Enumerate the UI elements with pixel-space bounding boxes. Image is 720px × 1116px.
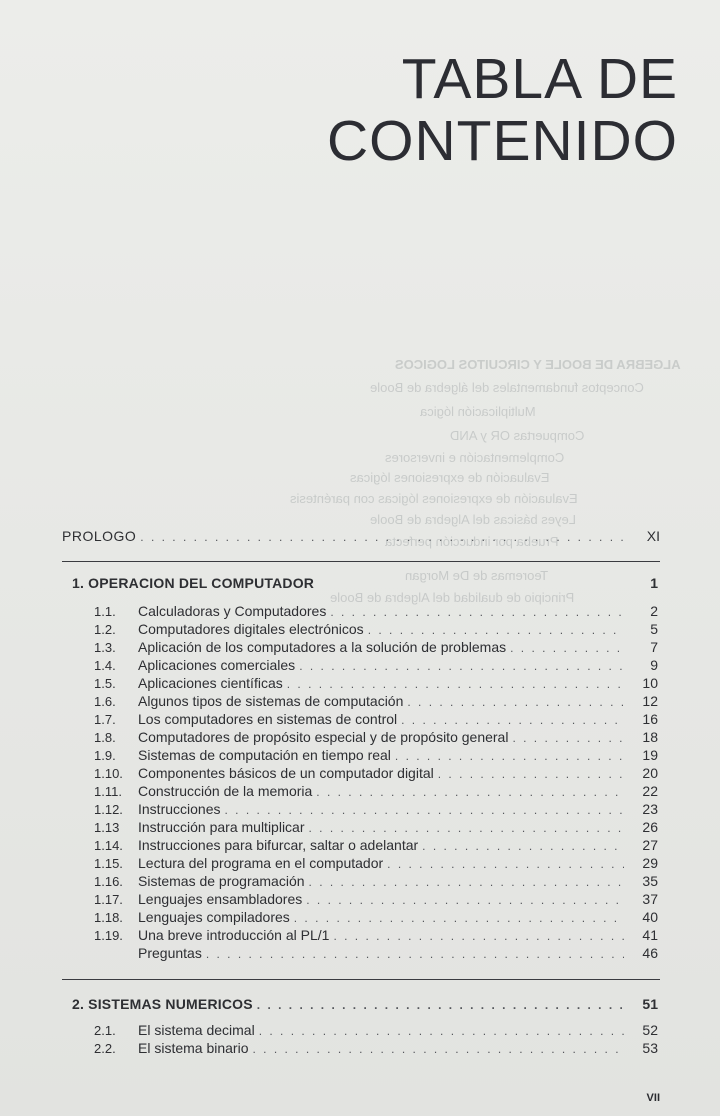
section-page-number: 20 <box>642 765 658 781</box>
section-number: 1.17. <box>94 892 123 907</box>
section-number: 1.4. <box>94 658 116 673</box>
toc-entry[interactable] <box>94 1022 658 1038</box>
section-page-number: 40 <box>642 909 658 925</box>
toc-entry[interactable] <box>94 621 658 637</box>
section-number: 1.10. <box>94 766 123 781</box>
section-label: Preguntas <box>138 945 202 961</box>
section-rule <box>62 979 660 980</box>
section-page-number: 53 <box>642 1040 658 1056</box>
leader-dots <box>401 713 624 727</box>
section-number: 1.18. <box>94 910 123 925</box>
leader-dots <box>407 695 624 709</box>
section-page-number: 12 <box>642 693 658 709</box>
section-label: Lectura del programa en el computador <box>138 855 384 871</box>
leader-dots <box>257 998 624 1012</box>
section-number: 1.9. <box>94 748 116 763</box>
section-number: 1.14. <box>94 838 123 853</box>
section-label: Computadores digitales electrónicos <box>138 621 364 637</box>
bleed-line: Compuertas OR y AND <box>450 428 585 443</box>
title-line-1: TABLA DE <box>401 47 678 111</box>
section-page-number: 18 <box>642 729 658 745</box>
leader-dots <box>306 893 624 907</box>
toc-chapter-2[interactable] <box>72 996 658 1012</box>
section-page-number: 37 <box>642 891 658 907</box>
toc-entry[interactable] <box>94 693 658 709</box>
toc-entry[interactable] <box>94 801 658 817</box>
section-number: 1.1. <box>94 604 116 619</box>
toc-entry[interactable] <box>94 783 658 799</box>
section-page-number: 35 <box>642 873 658 889</box>
section-number: 1.5. <box>94 676 116 691</box>
section-number: 1.16. <box>94 874 123 889</box>
leader-dots <box>395 749 624 763</box>
leader-dots <box>333 929 624 943</box>
toc-entry[interactable] <box>94 747 658 763</box>
bleed-line: Multiplicación lógica <box>420 404 536 419</box>
bleed-line: Complementación e inversores <box>385 450 565 465</box>
section-label: El sistema binario <box>138 1040 249 1056</box>
section-label: Componentes básicos de un computador digital <box>138 765 434 781</box>
leader-dots <box>140 530 626 544</box>
section-page-number: 10 <box>642 675 658 691</box>
title-line-2: CONTENIDO <box>327 109 678 173</box>
page-folio: VII <box>646 1092 660 1104</box>
toc-entry[interactable] <box>94 855 658 871</box>
toc-entry[interactable] <box>94 873 658 889</box>
section-page-number: 29 <box>642 855 658 871</box>
section-label: Algunos tipos de sistemas de computación <box>138 693 404 709</box>
section-label: Lenguajes ensambladores <box>138 891 303 907</box>
bleed-line: Evaluación de expresiones lógicas <box>350 470 550 485</box>
leader-dots <box>309 821 624 835</box>
section-label: Aplicaciones comerciales <box>138 657 296 673</box>
section-page-number: 22 <box>642 783 658 799</box>
leader-dots <box>387 857 624 871</box>
section-page-number: 26 <box>642 819 658 835</box>
section-number: 1.12. <box>94 802 123 817</box>
section-label: Instrucciones para bifurcar, saltar o adelantar <box>138 837 419 853</box>
section-label: Lenguajes compiladores <box>138 909 290 925</box>
section-page-number: 19 <box>642 747 658 763</box>
section-number: 1.11. <box>94 784 122 799</box>
section-label: El sistema decimal <box>138 1022 255 1038</box>
leader-dots <box>512 731 624 745</box>
section-label: Sistemas de computación en tiempo real <box>138 747 391 763</box>
leader-dots <box>330 605 624 619</box>
toc-entry[interactable] <box>94 639 658 655</box>
section-page-number: 5 <box>650 621 658 637</box>
section-number: 1.7. <box>94 712 116 727</box>
section-rule <box>62 561 660 562</box>
toc-chapter-1[interactable] <box>72 575 658 591</box>
leader-dots <box>287 677 624 691</box>
section-label: Aplicaciones científicas <box>138 675 283 691</box>
toc-entry[interactable] <box>94 1040 658 1056</box>
section-label: Sistemas de programación <box>138 873 305 889</box>
leader-dots <box>309 875 624 889</box>
section-number: 2.2. <box>94 1041 116 1056</box>
section-page-number: 52 <box>642 1022 658 1038</box>
chapter-label: 1. OPERACION DEL COMPUTADOR <box>72 575 315 591</box>
section-page-number: 9 <box>650 657 658 673</box>
toc-page-number: XI <box>646 528 660 544</box>
section-number: 1.6. <box>94 694 116 709</box>
toc-entry[interactable] <box>94 657 658 673</box>
leader-dots <box>299 659 624 673</box>
leader-dots <box>294 911 624 925</box>
section-number: 1.19. <box>94 928 123 943</box>
section-number: 1.2. <box>94 622 116 637</box>
section-number: 1.8. <box>94 730 116 745</box>
section-number: 1.15. <box>94 856 123 871</box>
toc-entry-preguntas[interactable] <box>94 945 658 961</box>
page-title <box>327 48 678 172</box>
bleed-line: Leyes básicas del Algebra de Boole <box>370 512 576 527</box>
chapter-page-number: 1 <box>650 575 658 591</box>
toc-entry[interactable] <box>94 909 658 925</box>
section-number: 2.1. <box>94 1023 116 1038</box>
leader-dots <box>259 1024 624 1038</box>
section-label: Construcción de la memoria <box>138 783 313 799</box>
section-number: 1.3. <box>94 640 116 655</box>
toc-entry[interactable] <box>94 675 658 691</box>
bleed-line: Prueba por inducción perfecta <box>385 534 559 549</box>
leader-dots <box>422 839 624 853</box>
toc-entry[interactable] <box>94 729 658 745</box>
toc-entry[interactable] <box>94 711 658 727</box>
section-label: Los computadores en sistemas de control <box>138 711 398 727</box>
bleed-line: Evaluación de expresiones lógicas con paréntesis <box>290 491 578 506</box>
toc-label: PROLOGO <box>62 528 137 544</box>
leader-dots <box>224 803 624 817</box>
section-label: Calculadoras y Computadores <box>138 603 327 619</box>
section-page-number: 27 <box>642 837 658 853</box>
section-number: 1.13 <box>94 820 120 835</box>
section-label: Una breve introducción al PL/1 <box>138 927 330 943</box>
leader-dots <box>206 947 624 961</box>
section-page-number: 7 <box>650 639 658 655</box>
section-label: Computadores de propósito especial y de propósito general <box>138 729 509 745</box>
bleed-heading: ALGEBRA DE BOOLE Y CIRCUITOS LOGICOS <box>395 357 681 372</box>
bleed-line: Teoremas de De Morgan <box>405 568 549 583</box>
bleed-line: Conceptos fundamentales del álgebra de Boole <box>370 380 644 395</box>
toc-entry[interactable] <box>94 765 658 781</box>
leader-dots <box>368 623 624 637</box>
leader-dots <box>316 785 624 799</box>
toc-entry[interactable] <box>94 927 658 943</box>
leader-dots <box>510 641 624 655</box>
section-page-number: 46 <box>642 945 658 961</box>
section-label: Aplicación de los computadores a la solución de problemas <box>138 639 507 655</box>
section-page-number: 2 <box>650 603 658 619</box>
section-page-number: 23 <box>642 801 658 817</box>
toc-entry[interactable] <box>94 837 658 853</box>
chapter-label: 2. SISTEMAS NUMERICOS <box>72 996 253 1012</box>
toc-entry-prologo[interactable] <box>62 528 660 544</box>
toc-entry[interactable] <box>94 891 658 907</box>
leader-dots <box>438 767 624 781</box>
section-label: Instrucción para multiplicar <box>138 819 305 835</box>
toc-entry[interactable] <box>94 819 658 835</box>
section-page-number: 16 <box>642 711 658 727</box>
toc-entry[interactable] <box>94 603 658 619</box>
section-label: Instrucciones <box>138 801 221 817</box>
chapter-page-number: 51 <box>642 996 658 1012</box>
bleed-line: Principio de dualidad del Algebra de Boole <box>330 590 575 605</box>
section-page-number: 41 <box>642 927 658 943</box>
leader-dots <box>253 1042 625 1056</box>
